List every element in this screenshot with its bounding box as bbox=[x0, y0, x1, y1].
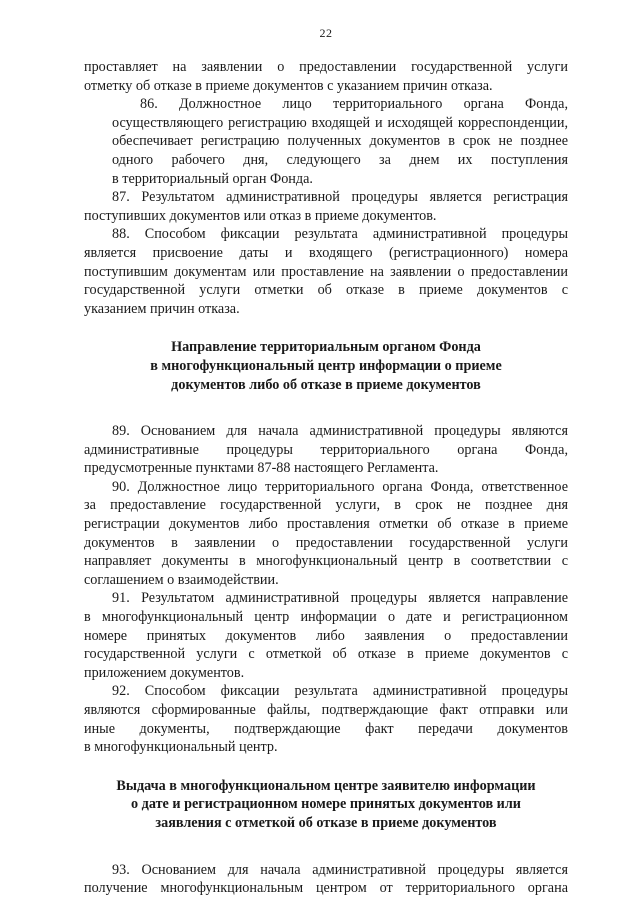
paragraph-90 bbox=[84, 478, 568, 590]
text-line: в многофункциональный центр информации о дате и регистрационном bbox=[84, 609, 568, 626]
text-line: административные процедуры территориального органа Фонда, bbox=[84, 441, 568, 458]
page-number: 22 bbox=[319, 26, 333, 40]
heading-line: заявления с отметкой об отказе в приеме документов bbox=[155, 814, 497, 831]
text-line: является присвоение даты и входящего (регистрационного) номера bbox=[84, 244, 568, 261]
text-line: 88. Способом фиксации результата административной процедуры bbox=[112, 226, 568, 243]
paragraph-89 bbox=[84, 422, 568, 478]
text-line: документов в заявлении о предоставлении государственной услуги bbox=[84, 534, 568, 551]
heading-line: Выдача в многофункциональном центре заявителю информации bbox=[116, 777, 536, 794]
section-heading-2 bbox=[84, 777, 568, 833]
text-line: осуществляющего регистрацию входящей и исходящей корреспонденции, bbox=[112, 114, 568, 131]
paragraph-86 bbox=[84, 95, 568, 188]
text-line: 89. Основанием для начала административной процедуры являются bbox=[112, 423, 568, 440]
text-line: 92. Способом фиксации результата административной процедуры bbox=[112, 683, 568, 700]
text-line: регистрации документов либо проставления отметки об отказе в приеме bbox=[84, 516, 568, 533]
text-line: одного рабочего дня, следующего за днем их поступления bbox=[112, 151, 568, 168]
paragraph-93 bbox=[84, 861, 568, 898]
text-line: в территориальный орган Фонда. bbox=[112, 170, 313, 187]
heading-line: в многофункциональный центр информации о приеме bbox=[150, 357, 502, 374]
text-line: направляет документы в многофункциональный центр в соответствии с bbox=[84, 553, 568, 570]
text-line: за предоставление государственной услуги, в срок не позднее дня bbox=[84, 497, 568, 514]
heading-line: о дате и регистрационном номере принятых документов или bbox=[131, 796, 521, 813]
paragraph-87 bbox=[84, 188, 568, 225]
paragraph-88 bbox=[84, 225, 568, 318]
text-line: соглашением о взаимодействии. bbox=[84, 571, 279, 588]
section-heading-1 bbox=[84, 338, 568, 394]
text-line: получение многофункциональным центром от территориального органа bbox=[84, 880, 568, 897]
text-line: проставляет на заявлении о предоставлении государственной услуги bbox=[84, 59, 568, 75]
heading-line: Направление территориальным органом Фонда bbox=[171, 339, 481, 356]
text-line: 91. Результатом административной процедуры является направление bbox=[112, 590, 568, 607]
text-line: государственной услуги отметки об отказе в приеме документов с bbox=[84, 282, 568, 299]
text-line: иные документы, подтверждающие факт передачи документов bbox=[84, 720, 568, 737]
text-line: являются сформированные файлы, подтверждающие факт отправки или bbox=[84, 702, 568, 718]
paragraph-91 bbox=[84, 589, 568, 682]
text-line: 87. Результатом административной процедуры является регистрация bbox=[112, 189, 568, 206]
paragraph-continuation bbox=[84, 58, 568, 95]
text-line: 93. Основанием для начала административной процедуры является bbox=[112, 861, 568, 878]
text-line: отметку об отказе в приеме документов с указанием причин отказа. bbox=[84, 77, 493, 94]
paragraph-92 bbox=[84, 682, 568, 756]
text-line: поступивших документов или отказ в приеме документов. bbox=[84, 207, 437, 224]
text-line: государственной услуги с отметкой об отказе в приеме документов с bbox=[84, 646, 568, 663]
text-line: обеспечивает регистрацию полученных документов в срок не позднее bbox=[112, 133, 568, 150]
heading-line: документов либо об отказе в приеме документов bbox=[171, 376, 481, 393]
text-line: указанием причин отказа. bbox=[84, 300, 240, 317]
text-line: номере принятых документов либо заявления о предоставлении bbox=[84, 627, 568, 644]
text-line: поступившим документам или проставление на заявлении о предоставлении bbox=[84, 263, 568, 280]
text-line: приложением документов. bbox=[84, 664, 245, 681]
text-line: в многофункциональный центр. bbox=[84, 739, 278, 756]
text-line: предусмотренные пунктами 87-88 настоящего Регламента. bbox=[84, 460, 439, 477]
text-line: 90. Должностное лицо территориального органа Фонда, ответственное bbox=[112, 478, 568, 495]
text-line: 86. Должностное лицо территориального органа Фонда, bbox=[140, 96, 568, 113]
